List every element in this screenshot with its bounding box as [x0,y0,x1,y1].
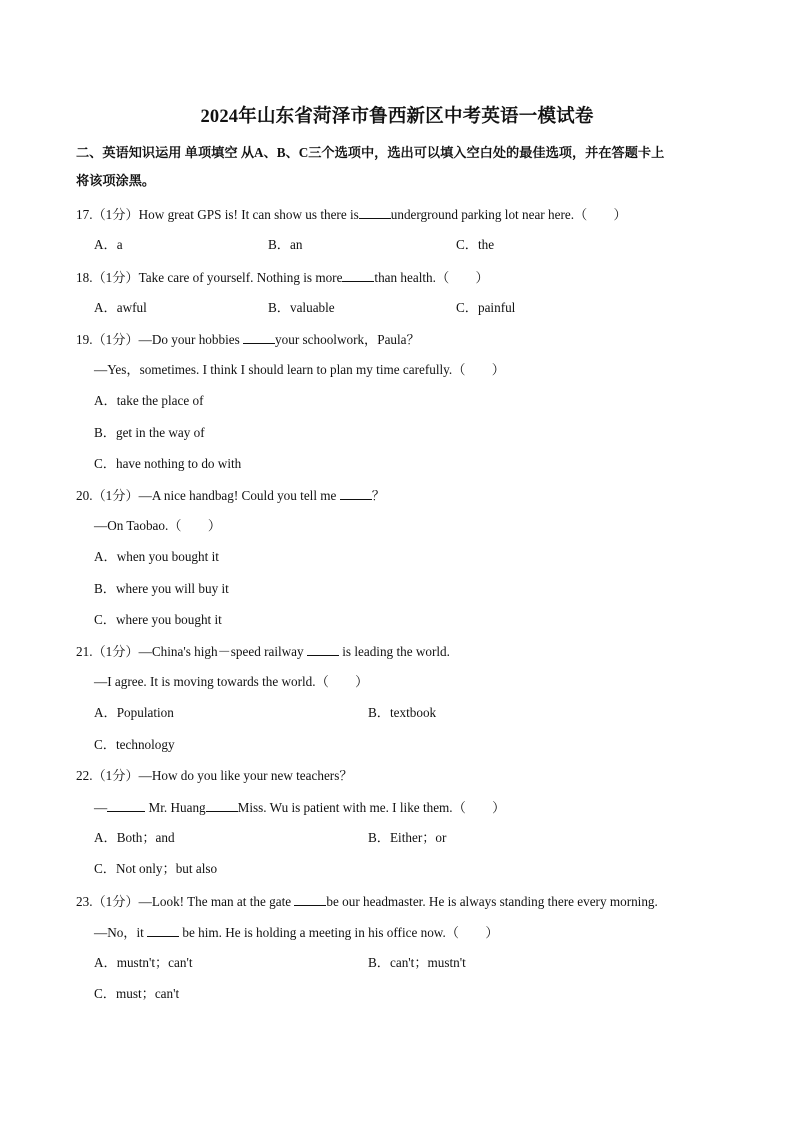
question-23 [76,892,658,911]
option-c: C．where you bought it [94,612,222,627]
section-heading-line-1: 二、英语知识运用 单项填空 从A、B、C三个选项中，选出可以填入空白处的最佳选项，并在答题卡上 [76,145,665,160]
question-number: 20.（1分） [76,488,139,503]
option-c: C．Not only；but also [94,861,218,876]
question-stem-after: ？ [371,488,385,503]
question-19 [76,330,420,349]
question-number: 17.（1分） [76,207,139,222]
question-23-reply [94,923,499,942]
question-stem-after: underground parking lot near here.（ ） [390,207,627,222]
question-stem-mid: Mr. Huang [145,800,206,815]
option-a: A．Population [94,705,174,720]
question-22-reply [94,798,505,817]
question-stem-before: —China's high－speed railway [138,644,307,659]
question-stem-before: Take care of yourself. Nothing is more [138,270,343,285]
question-stem-after: be our headmaster. He is always standing there every morning. [326,894,658,909]
option-a: A．mustn't；can't [94,955,193,970]
question-stem-after: is leading the world. [338,644,450,659]
answer-blank [243,330,275,344]
option-c: C．the [456,237,495,252]
question-stem-after: than health.（ ） [374,270,489,285]
option-c: C．technology [94,737,175,752]
question-stem-before: —Look! The man at the gate [138,894,295,909]
option-b: B．can't；mustn't [368,955,466,970]
option-b: B．where you will buy it [94,581,229,596]
question-number: 21.（1分） [76,644,139,659]
option-b: B．textbook [368,705,437,720]
answer-blank [342,268,374,282]
question-20 [76,486,385,505]
option-c: C．must；can't [94,986,180,1001]
question-stem-before: —How do you like your new teachers？ [138,768,353,783]
answer-blank [147,923,179,937]
option-b: B．get in the way of [94,425,205,440]
option-b: B．Either；or [368,830,447,845]
option-b: B．valuable [268,300,335,315]
question-22 [76,767,353,785]
option-a: A．Both；and [94,830,175,845]
question-stem-before: — [94,800,108,815]
question-stem-before: How great GPS is! It can show us there is [138,207,359,222]
option-b: B．an [268,237,303,252]
question-17 [76,205,627,224]
section-heading [76,139,736,195]
question-stem-before: —No，it [94,925,148,940]
answer-blank [359,205,391,219]
answer-blank [206,798,238,812]
question-19-reply: —Yes，sometimes. I think I should learn to plan my time carefully.（ ） [94,362,505,377]
option-c: C．painful [456,300,516,315]
answer-blank [294,892,326,906]
question-stem-after: be him. He is holding a meeting in his office now.（ ） [179,925,499,940]
answer-blank [107,798,145,812]
section-heading-line-2: 将该项涂黑。 [76,173,156,188]
question-number: 22.（1分） [76,768,139,783]
question-21 [76,642,450,661]
question-stem-after: Miss. Wu is patient with me. I like them.（ ） [237,800,506,815]
answer-blank [307,642,339,656]
option-a: A．take the place of [94,393,204,408]
question-number: 18.（1分） [76,270,139,285]
page-title: 2024年山东省菏泽市鲁西新区中考英语一模试卷 [200,107,594,127]
answer-blank [340,486,372,500]
option-c: C．have nothing to do with [94,456,242,471]
question-stem-before: —A nice handbag! Could you tell me [138,488,340,503]
option-a: A．when you bought it [94,549,219,564]
option-a: A．awful [94,300,147,315]
question-20-reply: —On Taobao.（ ） [94,518,222,533]
option-a: A．a [94,237,123,252]
question-stem-after: your schoolwork，Paula？ [275,332,420,347]
question-number: 19.（1分） [76,332,139,347]
question-21-reply: —I agree. It is moving towards the world.（ ） [94,674,369,689]
question-18 [76,268,489,287]
question-number: 23.（1分） [76,894,139,909]
question-stem-before: —Do your hobbies [138,332,244,347]
